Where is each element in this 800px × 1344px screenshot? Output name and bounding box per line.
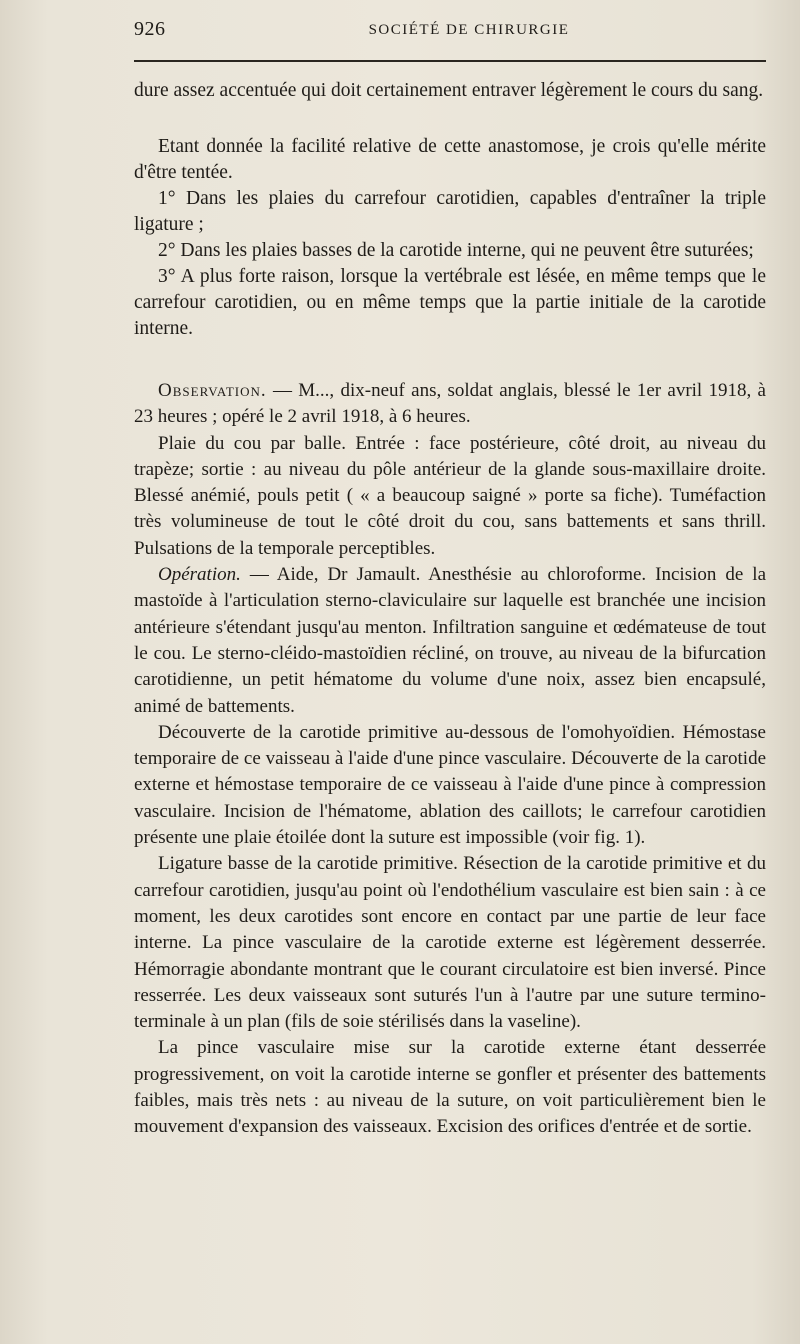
operation-text: — Aide, Dr Jamault. Anesthésie au chloroforme. Incision de la mastoïde à l'articulation sterno-claviculaire sur laquelle est branchée une incision antérieure s'étendant jusqu'au menton. Infiltration sanguine et œdémateuse de tout le cou. Le sterno-cléido-mastoïdien récliné, on trouve, au niveau de la bifurcation carotidienne, un petit hématome du volume d'une noix, assez bien encapsulé, animé de battements.	[134, 564, 766, 717]
paragraph: 2° Dans les plaies basses de la carotide interne, qui ne peuvent être suturées;	[158, 240, 754, 261]
operation-label: Opération.	[158, 564, 241, 586]
running-head: SOCIÉTÉ DE CHIRURGIE	[368, 22, 570, 38]
observation-paragraph	[134, 378, 766, 431]
paragraph: Ligature basse de la carotide primitive. Résection de la carotide primitive et du carrefour carotidien, jusqu'au point où l'endothélium vasculaire est bien sain : à ce moment, les deux carotides sont encore en contact par une partie de leur face interne. La pince vasculaire de la carotide externe est légèrement desserrée. Hémorragie abondante montrant que le courant circulatoire est bien inversé. Pince resserrée. Les deux vaisseaux sont suturés l'un à l'autre par une suture termino-terminale à un plan (fils de soie stérilisés dans la vaseline).	[134, 853, 766, 1033]
page-number: 926	[134, 18, 166, 40]
header-rule	[134, 60, 766, 62]
observation-label: Observation.	[158, 380, 267, 401]
paragraph: Découverte de la carotide primitive au-dessous de l'omohyoïdien. Hémostase temporaire de ce vaisseau à l'aide d'une pince vasculaire. Découverte de la carotide externe et hémostase temporaire de ce vaisseau à l'aide d'une pince à compression vasculaire. Incision de l'hématome, ablation des caillots; le carrefour carotidien présente une plaie étoilée dont la suture est impossible (voir fig. 1).	[134, 721, 766, 849]
paragraph: La pince vasculaire mise sur la carotide externe étant desserrée progressivement, on voit la carotide interne se gonfler et présenter des battements faibles, mais très nets : au niveau de la suture, on voit particulièrement bien le mouvement d'expansion des vaisseaux. Excision des orifices d'entrée et de sortie.	[134, 1037, 766, 1138]
observation-text: — M..., dix-neuf ans, soldat anglais, blessé le 1er avril 1918, à 23 heures ; opéré le 2 avril 1918, à 6 heures.	[134, 380, 766, 428]
paragraph: dure assez accentuée qui doit certainement entraver légèrement le cours du sang.	[134, 80, 764, 101]
paragraph: Plaie du cou par balle. Entrée : face postérieure, côté droit, au niveau du trapèze; sortie : au niveau du pôle antérieur de la glande sous-maxillaire droite. Blessé anémié, pouls petit ( « a beaucoup saigné » porte sa fiche). Tuméfaction très volumineuse de tout le côté droit du cou, sans battements et sans thrill. Pulsations de la temporale perceptibles.	[134, 432, 766, 559]
operation-paragraph	[134, 562, 766, 720]
paragraph: 1° Dans les plaies du carrefour carotidien, capables d'entraîner la triple ligature ;	[134, 188, 766, 235]
page-body	[134, 78, 766, 1141]
paragraph: 3° A plus forte raison, lorsque la vertébrale est lésée, en même temps que le carrefour carotidien, ou en même temps que la partie initiale de la carotide interne.	[134, 266, 766, 339]
paragraph: Etant donnée la facilité relative de cette anastomose, je crois qu'elle mérite d'être tentée.	[134, 136, 766, 183]
page-header	[134, 18, 764, 48]
